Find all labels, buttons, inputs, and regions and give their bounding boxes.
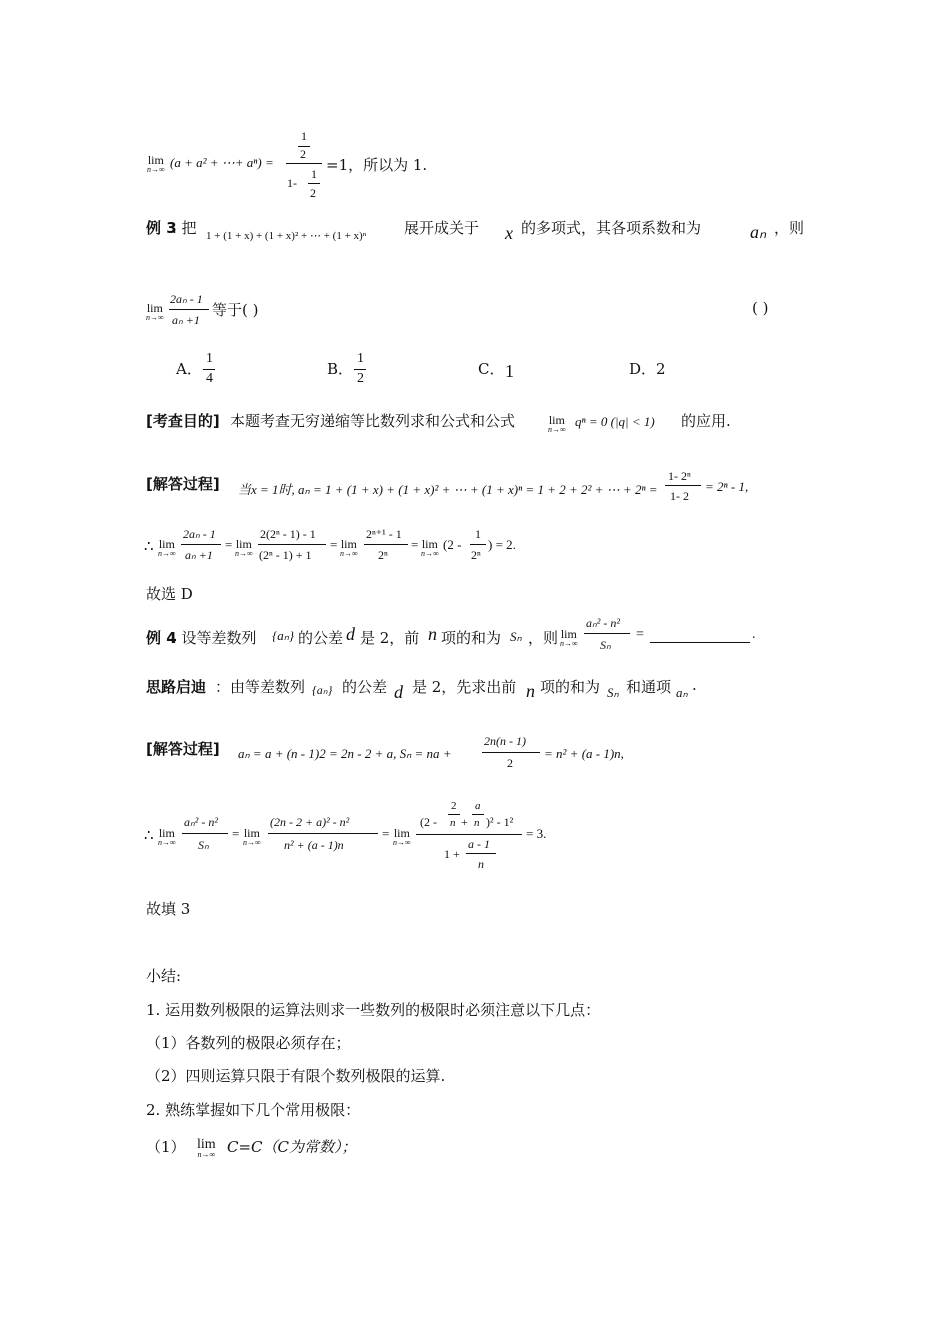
therefore-symbol: ∴ (144, 537, 154, 555)
g3-num-bd: n (474, 817, 480, 829)
solution-frac-den: 1- 2 (670, 489, 689, 503)
solution-line-1-tail: = 2ⁿ - 1, (705, 479, 749, 494)
solution-line-1: 当x = 1时, aₙ = 1 + (1 + x) + (1 + x)² + ⋯ + (1 + x)ⁿ = 1 + 2 + 2² + ⋯ + 2ⁿ = (238, 482, 658, 497)
frac-line (308, 183, 320, 184)
equals: = (636, 627, 644, 642)
g2-num: (2n - 2 + a)² - n² (270, 815, 350, 829)
lim-word: lim (235, 537, 252, 551)
option-c-label: C． (478, 360, 505, 378)
summary-item: （1） (146, 1138, 186, 1156)
frac-bottom-den: 2 (310, 186, 316, 200)
limit-operator (147, 154, 165, 174)
lim-subscript: n→∞ (548, 425, 566, 434)
lim-subscript: n→∞ (235, 549, 253, 558)
frac-line (181, 544, 221, 545)
f3-num: 2ⁿ⁺¹ - 1 (366, 527, 402, 541)
lim-subscript: n→∞ (146, 313, 164, 322)
frac-top-den: 2 (300, 147, 306, 161)
solution-2-end: = 3. (526, 826, 547, 841)
example-3-text: . 把 (172, 219, 197, 237)
lim-word: lim (158, 826, 175, 840)
summary-item: 1. 运用数列极限的运算法则求一些数列的极限时必须注意以下几点： (146, 1001, 601, 1019)
g3-den-num: a - 1 (468, 837, 490, 851)
lim-subscript: n→∞ (147, 165, 165, 174)
answer-1: 故选 D (146, 585, 193, 603)
polynomial-expression: 1 + (1 + x) + (1 + x)² + ⋯ + (1 + x)ⁿ (206, 230, 367, 242)
example-4-text-5: ，则 (528, 629, 559, 647)
option-a-num: 1 (206, 351, 213, 366)
answer-blank (650, 642, 750, 643)
limit-operator (146, 302, 164, 322)
answer-2: 故填 3 (146, 900, 191, 918)
g1-den: Sₙ (198, 838, 209, 852)
frac-line (448, 814, 460, 815)
variable-x: x (505, 223, 513, 243)
summary-item: （2）四则运算只限于有限个数列极限的运算. (146, 1067, 446, 1085)
example-3-label: 例 3 (146, 219, 177, 237)
example-4-end: . (752, 627, 756, 642)
lim-subscript: n→∞ (243, 838, 261, 847)
option-a-label: A． (176, 360, 202, 378)
top-tail-text: =1，所以为 1. (326, 156, 428, 174)
equals: = (382, 826, 390, 841)
plus-sign: + (461, 815, 468, 829)
frac-line (584, 633, 630, 634)
frac-line (182, 833, 228, 834)
option-b-num: 1 (357, 351, 364, 366)
option-b-den: 2 (357, 371, 364, 386)
hint-text-1: ：由等差数列 (215, 678, 306, 696)
main-fraction-line (286, 163, 322, 164)
lim-subscript: n→∞ (197, 1150, 216, 1159)
answer-parens: ( ) (752, 299, 769, 317)
lim-word: lim (146, 301, 163, 315)
lim-subscript: n→∞ (393, 838, 411, 847)
purpose-label: [考查目的] (146, 412, 220, 430)
lim-subscript: n→∞ (158, 549, 176, 558)
purpose-text: 本题考查无穷递缩等比数列求和公式和公式 (230, 412, 516, 430)
variable-d: d (346, 624, 355, 644)
frac-top-num: 1 (301, 129, 307, 143)
frac-line (268, 833, 378, 834)
purpose-formula: qⁿ = 0 (|q| < 1) (575, 414, 655, 429)
variable-d: d (394, 682, 403, 702)
g3-num-pre: (2 - (420, 815, 437, 829)
lim-word: lim (243, 826, 260, 840)
equals: = (330, 537, 338, 552)
frac-line (466, 853, 496, 854)
frac-line (665, 485, 701, 486)
limit-operator (243, 827, 261, 847)
lim-subscript: n→∞ (421, 549, 439, 558)
frac-line (354, 369, 366, 370)
solution-2-frac-num: 2n(n - 1) (484, 734, 526, 748)
f4-num: 1 (475, 527, 481, 541)
f1-num: 2aₙ - 1 (183, 527, 216, 541)
limit-operator (560, 628, 578, 648)
frac-line (203, 369, 215, 370)
frac-line (416, 834, 522, 835)
f4-pre: (2 - (443, 537, 462, 552)
lim-word: lim (147, 153, 164, 167)
lim-word: lim (340, 537, 357, 551)
solution-2-frac-den: 2 (507, 756, 513, 770)
limit-operator (197, 1139, 216, 1159)
hint-end: . (692, 676, 697, 694)
example-3-text-3: 的多项式，其各项系数和为 (521, 219, 702, 237)
variable-n: n (428, 624, 437, 644)
variable-sn: Sₙ (607, 685, 619, 700)
limit-operator (235, 538, 253, 558)
lim-subscript: n→∞ (340, 549, 358, 558)
f4-den: 2ⁿ (471, 548, 481, 562)
g2-den: n² + (a - 1)n (284, 838, 344, 852)
g3-den-den: n (478, 857, 484, 871)
therefore-symbol: ∴ (144, 826, 154, 844)
sequence-an: {aₙ} (272, 628, 295, 643)
lim-subscript: n→∞ (158, 838, 176, 847)
f3-den: 2ⁿ (378, 548, 388, 562)
lim-word: lim (548, 413, 565, 427)
example-4-label: 例 4 (146, 629, 177, 647)
solution-frac-num: 1- 2ⁿ (668, 469, 691, 483)
solution-label: [解答过程] (146, 740, 220, 758)
lim-word: lim (158, 537, 175, 551)
limit-operator (548, 414, 566, 434)
ex3-frac-den: aₙ +1 (172, 313, 200, 327)
summary-title: 小结: (146, 967, 182, 985)
frac-bottom: 1- (287, 176, 297, 190)
example-4-text-4: 项的和为 (441, 629, 502, 647)
solution-label: [解答过程] (146, 475, 220, 493)
frac-line (364, 544, 408, 545)
option-d-label: D．2 (629, 360, 666, 378)
frac-line (482, 752, 540, 753)
example-4-text-3: 是 2，前 (360, 629, 420, 647)
variable-an: aₙ (750, 222, 767, 242)
purpose-tail: 的应用. (681, 412, 731, 430)
variable-an: aₙ (676, 685, 688, 700)
example-3-text-2: 展开成关于 (404, 219, 480, 237)
equals: = (411, 537, 419, 552)
g3-num-a: 2 (451, 800, 457, 812)
solution-2-line-1-tail: = n² + (a - 1)n, (544, 746, 624, 761)
limit-operator (393, 827, 411, 847)
option-a-den: 4 (206, 371, 213, 386)
sequence-an: {aₙ} (312, 683, 333, 697)
lim-word: lim (197, 1137, 216, 1152)
hint-text-3: 是 2，先求出前 (412, 678, 517, 696)
series-expression: (a + a² + ⋯+ aⁿ) = (170, 155, 274, 170)
hint-label: 思路启迪 (146, 678, 207, 696)
f2-num: 2(2ⁿ - 1) - 1 (260, 527, 316, 541)
hint-text-4: 项的和为 (540, 678, 601, 696)
g3-num-ad: n (450, 817, 456, 829)
lim-subscript: n→∞ (560, 639, 578, 648)
g1-num: aₙ² - n² (184, 815, 218, 829)
summary-item: （1）各数列的极限必须存在； (146, 1034, 351, 1052)
equals: = (232, 826, 240, 841)
variable-n: n (526, 681, 535, 701)
frac-line (258, 544, 326, 545)
equals: = (225, 537, 233, 552)
summary-item: 2. 熟练掌握如下几个常用极限： (146, 1101, 361, 1119)
example-3-text-4: ，则 (774, 219, 805, 237)
g3-num-b: a (475, 800, 481, 812)
g3-num-post: )² - 1² (486, 815, 514, 829)
option-b-label: B． (327, 360, 354, 378)
frac-line (472, 814, 484, 815)
ex4-frac-den: Sₙ (600, 638, 611, 652)
limit-operator (340, 538, 358, 558)
lim-word: lim (393, 826, 410, 840)
frac-bottom-num: 1 (311, 167, 317, 181)
lim-word: lim (421, 537, 438, 551)
f4-post: ) = 2. (488, 537, 516, 552)
limit-operator (158, 538, 176, 558)
hint-text-5: 和通项 (626, 678, 672, 696)
lim-word: lim (560, 627, 577, 641)
frac-line (169, 309, 209, 310)
ex3-frac-num: 2aₙ - 1 (170, 292, 203, 306)
hint-text-2: 的公差 (342, 678, 388, 696)
frac-line (470, 544, 486, 545)
example-4-text-2: 的公差 (298, 629, 344, 647)
f1-den: aₙ +1 (185, 548, 213, 562)
limit-operator (158, 827, 176, 847)
solution-2-line-1: aₙ = a + (n - 1)2 = 2n - 2 + a, Sₙ = na + (238, 746, 452, 761)
example-4-text-1: . 设等差数列 (172, 629, 257, 647)
limit-operator (421, 538, 439, 558)
variable-sn: Sₙ (510, 629, 522, 644)
option-c-value: 1 (505, 361, 514, 381)
ex4-frac-num: aₙ² - n² (586, 616, 620, 630)
equal-to-text: 等于( ) (212, 301, 259, 319)
summary-last-formula: C=C（C为常数）； (227, 1138, 357, 1156)
g3-den-pre: 1 + (444, 847, 460, 861)
f2-den: (2ⁿ - 1) + 1 (259, 548, 312, 562)
